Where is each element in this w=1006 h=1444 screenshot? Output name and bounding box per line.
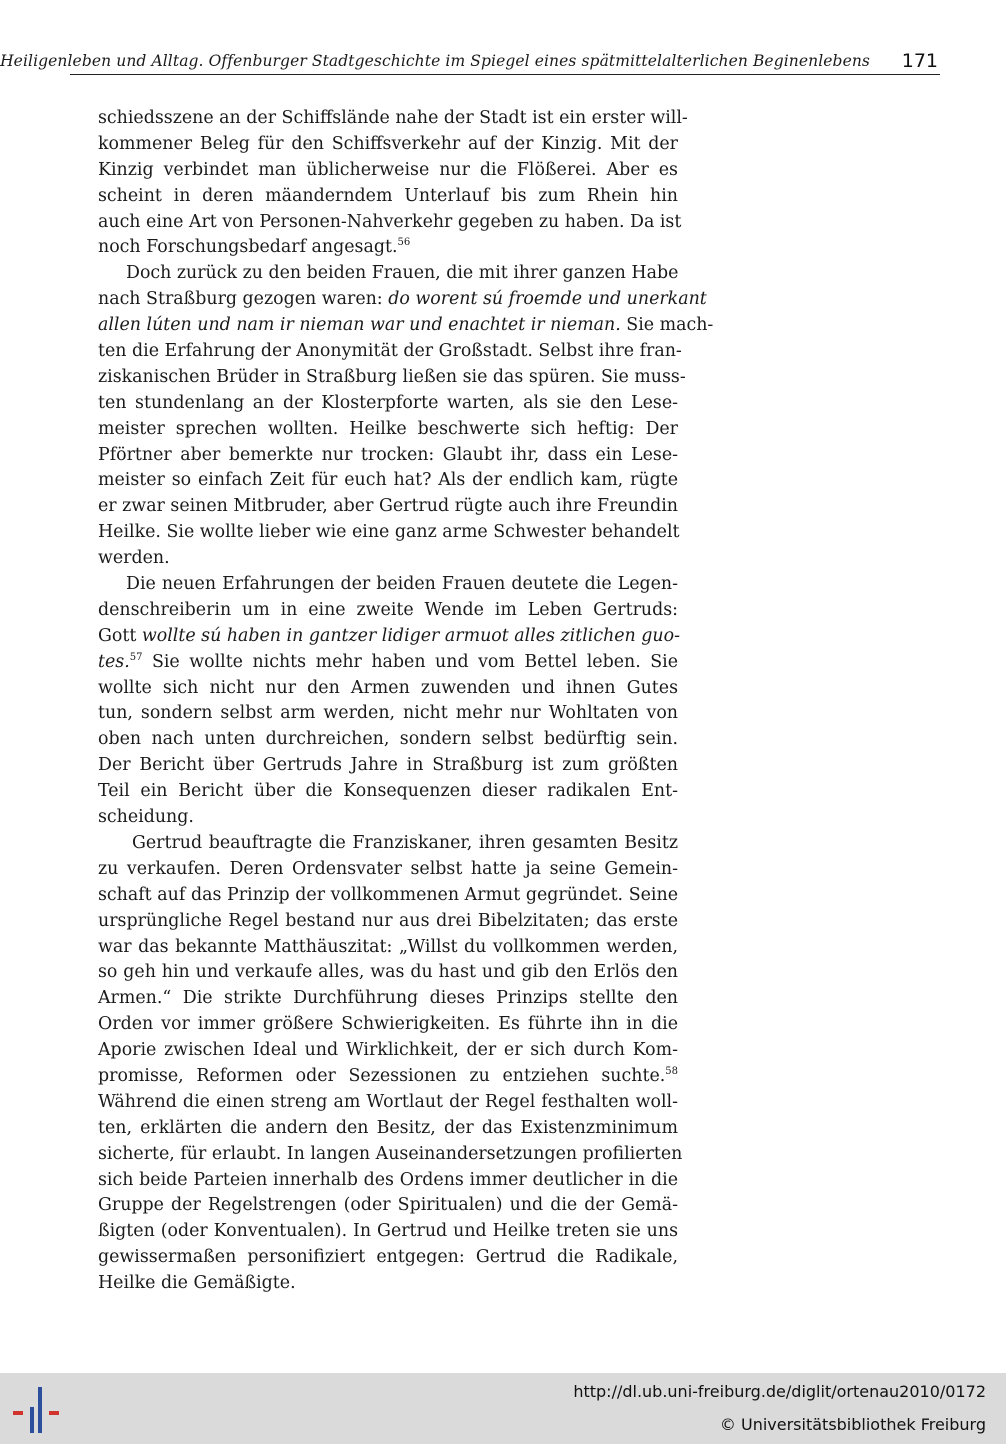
text-line: Heilke die Gemäßigte. <box>98 1273 296 1294</box>
page-number: 171 <box>901 50 938 72</box>
text-line: oben nach unten durchreichen, sondern selbst bedürftig sein. <box>98 729 678 750</box>
text-line: kommener Beleg für den Schiffsverkehr auf der Kinzig. Mit der <box>98 133 678 154</box>
text-line: Gruppe der Regelstrengen (oder Spiritualen) und die der Gemä- <box>98 1195 678 1216</box>
text-line: zu verkaufen. Deren Ordensvater selbst hatte ja seine Gemein- <box>98 858 678 879</box>
ub-freiburg-logo-icon <box>12 1385 64 1435</box>
text-line <box>98 650 678 676</box>
text-line: meister sprechen wollten. Heilke beschwerte sich heftig: Der <box>98 418 678 439</box>
text-line: scheidung. <box>98 807 194 828</box>
text-segment: Gott <box>98 625 142 646</box>
footnote-ref: 56 <box>397 237 411 249</box>
text-line: sich beide Parteien innerhalb des Ordens immer deutlicher in die <box>98 1169 678 1190</box>
text-line: Armen.“ Die strikte Durchführung dieses Prinzips stellte den <box>98 988 678 1009</box>
text-segment: promisse, Reformen oder Sezessionen zu entziehen suchte. <box>98 1065 666 1086</box>
footnote-ref: 57 <box>129 651 143 663</box>
text-line: ten die Erfahrung der Anonymität der Großstadt. Selbst ihre fran- <box>98 341 682 362</box>
text-line: Kinzig verbindet man üblicherweise nur die Flößerei. Aber es <box>98 159 678 180</box>
text-line: Orden vor immer größere Schwierigkeiten. Es führte ihn in die <box>98 1014 678 1035</box>
text-line: er zwar seinen Mitbruder, aber Gertrud rügte auch ihre Freundin <box>98 496 678 517</box>
text-line <box>98 313 714 339</box>
text-line: ten, erklärten die andern den Besitz, der das Existenzminimum <box>98 1117 678 1138</box>
text-line: sicherte, für erlaubt. In langen Auseinandersetzungen profilierten <box>98 1143 683 1164</box>
quote-italic: allen lúten und nam ir nieman war und enachtet ir nieman. <box>98 315 621 336</box>
footer-bar <box>0 1373 1006 1444</box>
text-line: auch eine Art von Personen-Nahverkehr gegeben zu haben. Da ist <box>98 211 682 232</box>
text-line: ßigten (oder Konventualen). In Gertrud und Heilke treten sie uns <box>98 1221 678 1242</box>
text-line <box>98 235 678 261</box>
text-line: scheint in deren mäanderndem Unterlauf bis zum Rhein hin <box>98 185 678 206</box>
text-line: ursprüngliche Regel bestand nur aus drei Bibelzitaten; das erste <box>98 910 678 931</box>
text-line: Pförtner aber bemerkte nur trocken: Glaubt ihr, dass ein Lese- <box>98 444 678 465</box>
text-line <box>98 624 678 650</box>
text-line: meister so einfach Zeit für euch hat? Als der endlich kam, rügte <box>98 470 678 491</box>
text-line: ten stundenlang an der Klosterpforte warten, als sie den Lese- <box>98 392 678 413</box>
text-line: war das bekannte Matthäuszitat: „Willst du vollkommen werden, <box>98 936 678 957</box>
text-line: Während die einen streng am Wortlaut der Regel festhalten woll- <box>98 1091 678 1112</box>
text-segment: nach Straßburg gezogen waren: <box>98 289 389 310</box>
text-line: Gertrud beauftragte die Franziskaner, ihren gesamten Besitz <box>132 832 678 853</box>
text-line: denschreiberin um in eine zweite Wende im Leben Gertruds: <box>98 599 678 620</box>
text-line: ziskanischen Brüder in Straßburg ließen sie das spüren. Sie muss- <box>98 366 686 387</box>
text-line: Doch zurück zu den beiden Frauen, die mit ihrer ganzen Habe <box>126 263 679 284</box>
running-header <box>0 46 940 75</box>
body-text <box>98 106 714 1297</box>
text-line: schaft auf das Prinzip der vollkommenen Armut gegründet. Seine <box>98 884 678 905</box>
text-segment: Sie wollte nichts mehr haben und vom Bettel leben. Sie <box>142 651 678 672</box>
text-line: werden. <box>98 548 170 569</box>
quote-italic: wollte sú haben in gantzer lidiger armuot alles zitlichen guo- <box>141 625 680 646</box>
text-line: Aporie zwischen Ideal und Wirklichkeit, der er sich durch Kom- <box>98 1040 678 1061</box>
text-line: Heilke. Sie wollte lieber wie eine ganz arme Schwester behandelt <box>98 522 680 543</box>
footnote-ref: 58 <box>665 1066 678 1078</box>
text-line: Die neuen Erfahrungen der beiden Frauen deutete die Legen- <box>126 574 678 595</box>
text-line: Teil ein Bericht über die Konsequenzen dieser radikalen Ent- <box>98 781 678 802</box>
text-line: so geh hin und verkaufe alles, was du hast und gib den Erlös den <box>98 962 678 983</box>
text-line: tun, sondern selbst arm werden, nicht mehr nur Wohltaten von <box>98 703 678 724</box>
footer-copyright: © Universitätsbibliothek Freiburg <box>719 1415 986 1434</box>
footer-url-link[interactable]: http://dl.ub.uni-freiburg.de/diglit/ortenau2010/0172 <box>573 1382 986 1401</box>
text-line <box>98 287 707 313</box>
text-line <box>98 1064 678 1090</box>
text-line: schiedsszene an der Schiffslände nahe der Stadt ist ein erster will- <box>98 108 688 128</box>
quote-italic: tes. <box>98 651 130 672</box>
quote-italic: do worent sú froemde und unerkant <box>388 289 707 310</box>
text-line: gewissermaßen personifiziert entgegen: Gertrud die Radikale, <box>98 1247 678 1268</box>
text-line: wollte sich nicht nur den Armen zuwenden und ihnen Gutes <box>98 677 678 698</box>
text-line: Der Bericht über Gertruds Jahre in Straßburg ist zum größten <box>98 755 678 776</box>
running-title: Heiligenleben und Alltag. Offenburger Stadtgeschichte im Spiegel eines spätmittelalterlichen Beginenlebens <box>0 52 870 70</box>
text-segment: noch Forschungsbedarf angesagt. <box>98 237 398 258</box>
text-segment: Sie mach- <box>620 315 714 336</box>
